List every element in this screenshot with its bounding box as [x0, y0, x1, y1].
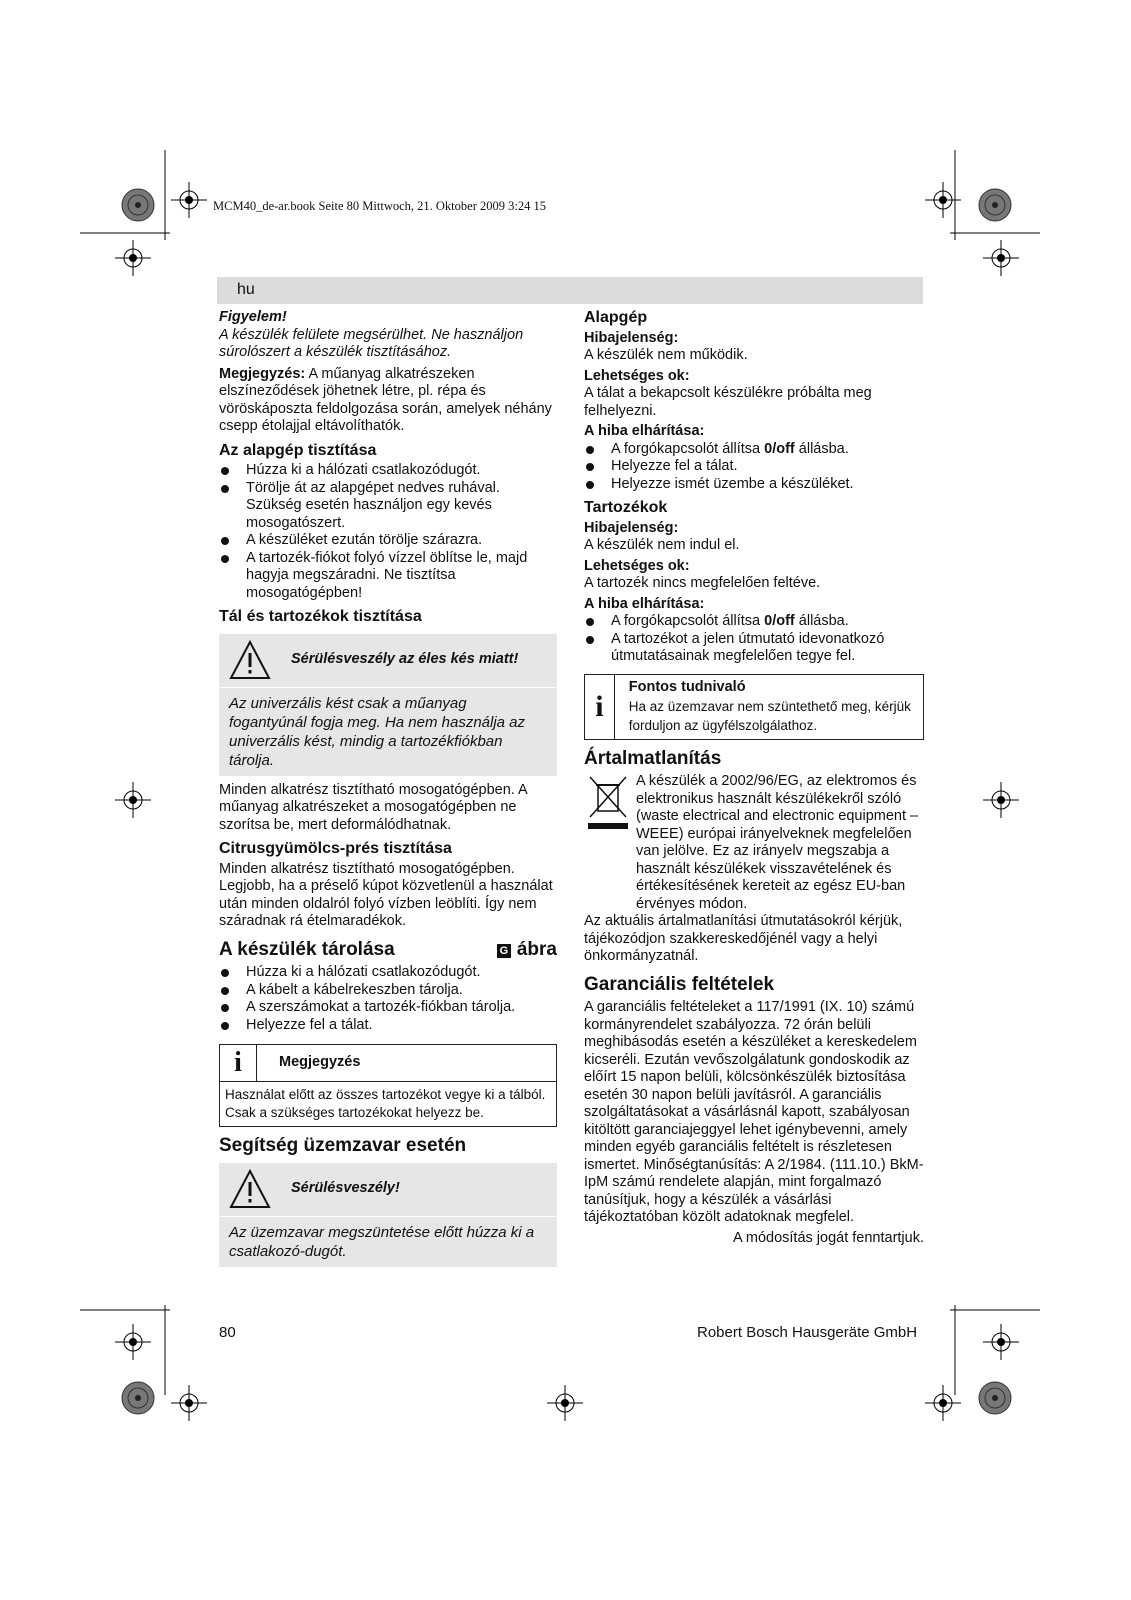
bullet-icon — [586, 618, 594, 626]
warning-box-knife — [219, 634, 557, 776]
fault-text: A készülék nem működik. — [584, 347, 748, 363]
attention-text: A készülék felülete megsérülhet. Ne használjon súrolószert a készülék tisztításához. — [219, 326, 524, 360]
file-header: MCM40_de-ar.book Seite 80 Mittwoch, 21. Oktober 2009 3:24 15 — [213, 199, 546, 213]
bullet-icon — [221, 485, 229, 493]
bowl-clean-title: Tál és tartozékok tisztítása — [219, 608, 422, 625]
language-bar — [217, 277, 923, 304]
info-box-important — [584, 674, 924, 740]
language-code: hu — [237, 281, 255, 298]
note-label: Megjegyzés: — [219, 365, 306, 382]
warning-head: Sérülésveszély! — [291, 1180, 400, 1197]
bullet-icon — [221, 969, 229, 977]
left-column — [219, 309, 557, 1273]
bullet-icon — [221, 467, 229, 475]
list-item: Helyezze ismét üzembe a készüléket. — [584, 476, 924, 494]
list-item: Törölje át az alapgépet nedves ruhával. Szükség esetén használjon egy kevés mosogatószert. — [219, 480, 557, 533]
fix-label: A hiba elhárítása: — [584, 595, 705, 612]
bullet-icon — [221, 987, 229, 995]
storage-list — [219, 964, 557, 1034]
bowl-clean-text: Minden alkatrész tisztítható mosogatógépben. A műanyag alkatrészeket a mosogatógépben ne szorítsa be, mert deformálódhatnak. — [219, 781, 527, 833]
fix-list — [584, 613, 924, 666]
note-text: A műanyag alkatrészeken elszíneződések jöhetnek létre, pl. répa és vöröskáposzta feldolgozása során, amelyek néhány csepp étolajjal eltávolíthatók. — [219, 365, 552, 434]
info-box-note — [219, 1044, 557, 1127]
figure-badge: G — [497, 944, 511, 958]
list-item: A forgókapcsolót állítsa 0/off állásba. — [584, 613, 924, 631]
warning-triangle-icon — [229, 1169, 271, 1209]
list-item: A készüléket ezután törölje szárazra. — [219, 532, 557, 550]
info-body: Használat előtt az összes tartozékot vegye ki a tálból. Csak a szükséges tartozékokat helyezz be. — [225, 1087, 546, 1120]
bullet-icon — [586, 481, 594, 489]
cause-label: Lehetséges ok: — [584, 367, 690, 384]
info-head: Megjegyzés — [279, 1054, 361, 1071]
figure-reference: G ábra — [497, 941, 557, 959]
bullet-icon — [586, 636, 594, 644]
warning-head: Sérülésveszély az éles kés miatt! — [291, 651, 519, 668]
list-item: Helyezze fel a tálat. — [219, 1017, 557, 1035]
help-title: Segítség üzemzavar esetén — [219, 1135, 467, 1156]
list-item: Húzza ki a hálózati csatlakozódugót. — [219, 462, 557, 480]
list-item: A forgókapcsolót állítsa 0/off állásba. — [584, 441, 924, 459]
cause-label: Lehetséges ok: — [584, 557, 690, 574]
accessories-title: Tartozékok — [584, 499, 668, 516]
list-item: Helyezze fel a tálat. — [584, 458, 924, 476]
info-icon: i — [220, 1045, 257, 1081]
rights-reserved: A módosítás jogát fenntartjuk. — [732, 1229, 924, 1246]
info-text: Ha az üzemzavar nem szüntethető meg, kérjük forduljon az ügyfélszolgálathoz. — [628, 698, 911, 733]
bullet-icon — [586, 463, 594, 471]
fault-label: Hibajelenség: — [584, 329, 679, 346]
list-item: A szerszámokat a tartozék-fiókban tárolja. — [219, 999, 557, 1017]
company-name: Robert Bosch Hausgeräte GmbH — [697, 1324, 918, 1341]
bullet-icon — [586, 446, 594, 454]
base-section-title: Alapgép — [584, 309, 648, 326]
citrus-clean-text: Minden alkatrész tisztítható mosogatógépben. Legjobb, ha a préselő kúpot közvetlenül a használat után minden oldalról folyó vízben leöblíti. Így nem száradnak rá ételmaradékok. — [219, 860, 553, 929]
info-icon: i — [585, 675, 615, 739]
disposal-text-2: Az aktuális ártalmatlanítási útmutatásokról kérjük, tájékozódjon szakkereskedőjénél vagy a helyi önkormányzatnál. — [584, 913, 903, 964]
cause-text: A tartozék nincs megfelelően feltéve. — [584, 575, 821, 591]
bullet-icon — [221, 537, 229, 545]
base-clean-list — [219, 462, 557, 602]
citrus-clean-title: Citrusgyümölcs-prés tisztítása — [219, 840, 452, 857]
list-item: A kábelt a kábelrekeszben tárolja. — [219, 982, 557, 1000]
fix-label: A hiba elhárítása: — [584, 423, 705, 439]
fix-list — [584, 441, 924, 494]
note-paragraph — [219, 366, 557, 436]
disposal-title: Ártalmatlanítás — [584, 747, 722, 769]
right-column — [584, 309, 924, 1247]
info-title: Fontos tudnivaló — [628, 678, 746, 695]
storage-title: A készülék tárolása — [219, 938, 395, 960]
list-item: A tartozékot a jelen útmutató idevonatkozó útmutatásainak megfelelően tegye fel. — [584, 631, 924, 666]
warning-triangle-icon — [229, 640, 271, 680]
list-item: Húzza ki a hálózati csatlakozódugót. — [219, 964, 557, 982]
weee-bin-icon — [584, 773, 636, 833]
bullet-icon — [221, 1022, 229, 1030]
disposal-text: A készülék a 2002/96/EG, az elektromos és elektronikus használt készülékekről szóló (waste electrical and electronic equipment – WEEE) európai irányelveknek megfelelően van jelölve. Ez az irányelv megszabja a használt készülékek visszavételének és értékesítésének kereteit az egész EU-ban érvényes módon. — [636, 773, 919, 912]
attention-title: Figyelem! — [219, 309, 287, 325]
warning-body: Az univerzális kést csak a műanyag fogantyúnál fogja meg. Ha nem használja az univerzális kést, mindig a tartozékfiókban tárolja. — [229, 694, 526, 769]
warning-box-injury — [219, 1163, 557, 1267]
bullet-icon — [221, 1004, 229, 1012]
cause-text: A tálat a bekapcsolt készülékre próbálta meg felhelyezni. — [584, 385, 872, 419]
list-item: A tartozék-fiókot folyó vízzel öblítse le, majd hagyja megszáradni. Ne tisztítsa mosogatógépben! — [219, 550, 557, 603]
fault-text: A készülék nem indul el. — [584, 537, 740, 553]
bullet-icon — [221, 555, 229, 563]
warning-body: Az üzemzavar megszüntetése előtt húzza ki a csatlakozó-dugót. — [229, 1223, 535, 1260]
warranty-text: A garanciális feltételeket a 117/1991 (IX. 10) számú kormányrendelet szabályozza. 72 órán belüli meghibásodás esetén a készüléket a kereskedelem kicseréli. Ezután vevőszolgálatunk gondoskodik az előírt 15 napon belüli, kölcsönkészülék biztosítása esetén 30 napon belüli javításról. A garanciális szolgáltatásokat a vásárlásnál kapott, szabályosan kitöltött garanciajeggyel lehet igénybevenni, amely minden egyéb garanciális feltételt is részletesen ismertet. Minőségtanúsítás: A 2/1984. (111.10.) BkM-IpM számú rendelete alapján, mint forgalmazó tanúsítjuk, hogy a készülék a vásárlási tájékoztatóban közölt adatoknak megfelel. — [584, 999, 924, 1225]
warranty-title: Garanciális feltételek — [584, 973, 775, 995]
page-number: 80 — [219, 1324, 236, 1341]
fault-label: Hibajelenség: — [584, 519, 679, 536]
base-clean-title: Az alapgép tisztítása — [219, 441, 377, 459]
